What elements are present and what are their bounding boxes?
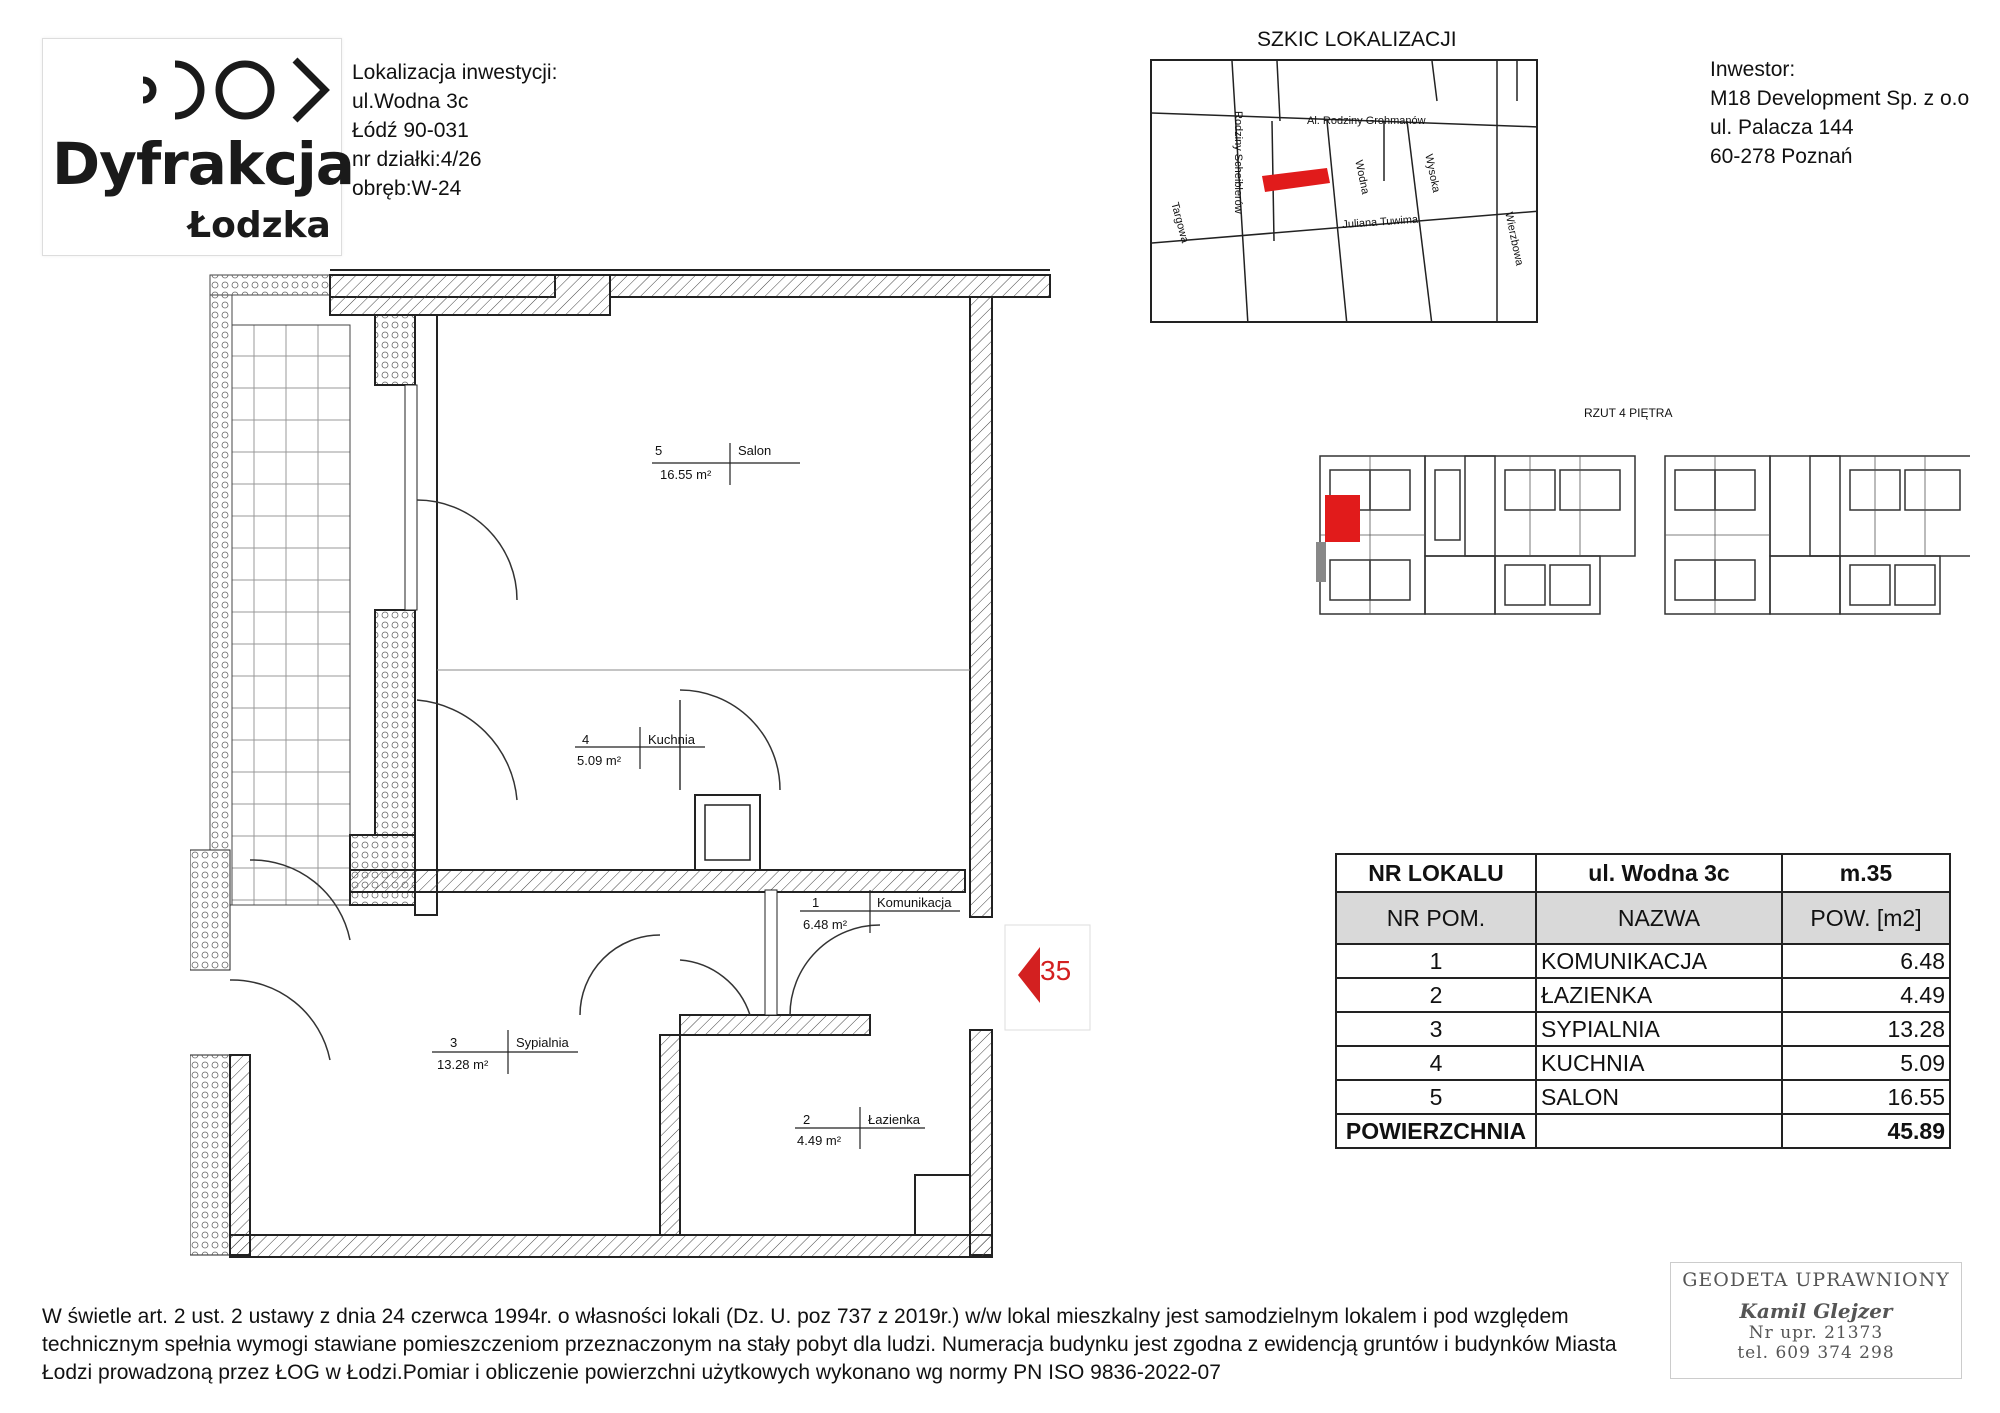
total-value: 45.89 [1782,1114,1950,1148]
table-cell: 5 [1336,1080,1536,1114]
street-label: Wodna [1352,159,1372,196]
table-cell: 4 [1336,1046,1536,1080]
surveyor-stamp [1670,1262,1962,1379]
column-header: NAZWA [1536,892,1782,944]
table-cell: 4.49 [1782,978,1950,1012]
room-name: Łazienka [868,1112,921,1127]
table-row [1336,944,1950,978]
table-row [1336,978,1950,1012]
location-precinct: obręb:W-24 [352,177,462,200]
stamp-name: Kamil Glejzer [1739,1299,1893,1323]
location-plot: nr działki:4/26 [352,148,482,171]
stamp-phone: tel. 609 374 298 [1737,1343,1895,1363]
location-map [1150,59,1538,323]
unit-marker-label: 35 [1040,955,1072,986]
street-label: Wysoka [1422,153,1443,194]
table-cell: 2 [1336,978,1536,1012]
room-area: 6.48 m² [803,917,848,932]
table-cell: 16.55 [1782,1080,1950,1114]
table-cell: 13.28 [1782,1012,1950,1046]
room-area: 16.55 m² [660,467,712,482]
location-city: Łódź 90-031 [352,119,469,142]
street-label: Rodziny Scheiblerów [1232,111,1244,214]
legal-note-line: technicznym spełnia wymogi stawiane pomieszczeniom przeznaczonym na stały pobyt dla ludzi. Numeracja budynku jest zgodna z ewidencją gruntów i budynków Miasta [42,1333,1617,1356]
unit-highlight [1325,495,1360,542]
room-name: Kuchnia [648,732,695,747]
column-header: POW. [m2] [1782,892,1950,944]
total-label: POWIERZCHNIA [1336,1114,1536,1148]
room-area: 5.09 m² [577,753,622,768]
logo-subtitle: Łodzka [188,205,331,246]
room-name: Salon [738,443,772,458]
location-street: ul.Wodna 3c [352,90,469,113]
apartment-floor-plan [190,260,1110,1280]
room-number: 5 [655,443,663,458]
room-number: 4 [582,732,590,747]
investor-heading: Inwestor: [1710,58,1796,81]
table-row [1336,1080,1950,1114]
logo-mark-icon [135,50,345,130]
location-block [352,58,557,203]
table-cell: KOMUNIKACJA [1536,944,1782,978]
table-total-row [1336,1114,1950,1148]
room-number: 2 [803,1112,811,1127]
floor-plan-title: RZUT 4 PIĘTRA [1584,406,1673,420]
map-title: SZKIC LOKALIZACJI [1257,28,1457,51]
table-cell: ŁAZIENKA [1536,978,1782,1012]
column-header: NR POM. [1336,892,1536,944]
room-name: Sypialnia [516,1035,569,1050]
location-heading: Lokalizacja inwestycji: [352,61,558,84]
table-cell: NR LOKALU [1336,854,1536,892]
legal-note-line: W świetle art. 2 ust. 2 ustawy z dnia 24 czerwca 1994r. o własności lokali (Dz. U. poz 737 z 2019r.) w/w lokal mieszkalny jest samodzielnym lokalem i pod względem [42,1305,1569,1328]
table-cell: 5.09 [1782,1046,1950,1080]
stamp-title: GEODETA UPRAWNIONY [1682,1269,1950,1291]
table-cell: SYPIALNIA [1536,1012,1782,1046]
investor-name: M18 Development Sp. z o.o [1710,87,1970,110]
table-cell: ul. Wodna 3c [1536,854,1782,892]
room-area: 13.28 m² [437,1057,489,1072]
legal-note [42,1303,1617,1387]
room-number: 3 [450,1035,458,1050]
investor-city: 60-278 Poznań [1710,145,1853,168]
street-label: Juliana Tuwima [1342,213,1419,231]
table-title-row [1336,854,1950,892]
table-cell: 6.48 [1782,944,1950,978]
table-cell: m.35 [1782,854,1950,892]
table-header-row [1336,892,1950,944]
area-table [1335,853,1951,1149]
table-cell: SALON [1536,1080,1782,1114]
table-row [1336,1046,1950,1080]
table-row [1336,1012,1950,1046]
table-cell: 1 [1336,944,1536,978]
street-label: Wierzbowa [1502,211,1526,267]
floor-key-plan [1310,450,1970,620]
table-cell: KUCHNIA [1536,1046,1782,1080]
room-number: 1 [812,895,820,910]
table-cell: 3 [1336,1012,1536,1046]
legal-note-line: Łodzi prowadzoną przez ŁOG w Łodzi.Pomiar i obliczenie powierzchni użytkowych wykonano wg normy PN ISO 9836-2022-07 [42,1361,1221,1384]
map-lines [1152,61,1538,323]
investor-street: ul. Palacza 144 [1710,116,1854,139]
room-area: 4.49 m² [797,1133,842,1148]
table-cell [1536,1114,1782,1148]
street-label: Targowa [1168,201,1191,245]
room-name: Komunikacja [877,895,952,910]
stamp-license: Nr upr. 21373 [1748,1323,1884,1343]
logo-wordmark: Dyfrakcja [52,130,354,198]
investor-block [1710,55,1969,171]
street-label: Al. Rodziny Grohmanów [1307,115,1426,127]
